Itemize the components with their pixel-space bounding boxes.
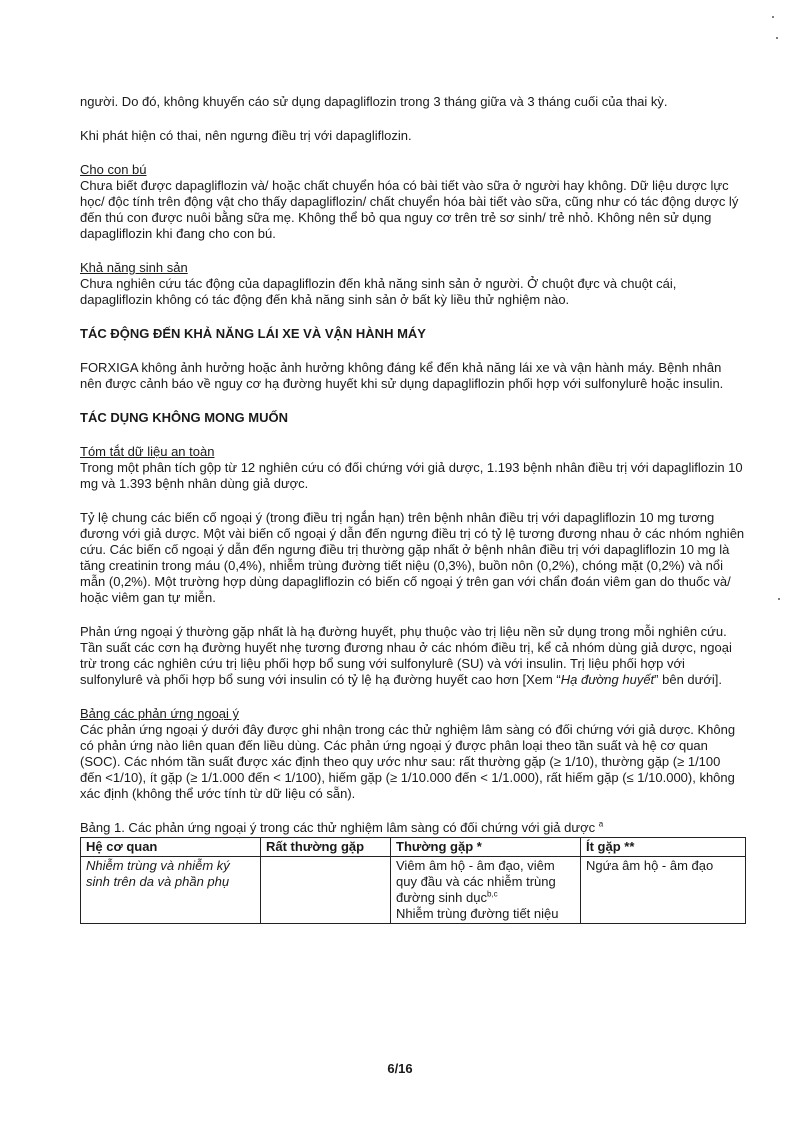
document-page <box>80 94 745 924</box>
fertility-section <box>80 260 745 308</box>
safety-summary-text: Trong một phân tích gộp từ 12 nghiên cứu có đối chứng với giả dược, 1.193 bệnh nhân điều trị với dapagliflozin 10 mg và 1.393 bệnh nhân dùng giả dược. <box>80 460 743 491</box>
fertility-text: Chưa nghiên cứu tác động của dapagliflozin đến khả năng sinh sản ở người. Ở chuột đực và chuột cái, dapagliflozin không có tác động đến khả năng sinh sản ở bất kỳ liều thử nghiệm nào. <box>80 276 677 307</box>
cell-organ-system: Nhiễm trùng và nhiễm ký sinh trên da và phần phụ <box>81 857 261 924</box>
table-caption-text: Bảng 1. Các phản ứng ngoại ý trong các thử nghiệm lâm sàng có đối chứng với giả dược <box>80 820 596 835</box>
intro-paragraph: người. Do đó, không khuyến cáo sử dụng dapagliflozin trong 3 tháng giữa và 3 tháng cuối của thai kỳ. <box>80 94 668 109</box>
scan-speck <box>778 598 780 600</box>
table-caption <box>80 820 745 836</box>
safety-summary-section <box>80 444 745 492</box>
adverse-effects-heading: TÁC DỤNG KHÔNG MONG MUỐN <box>80 410 288 425</box>
scan-speck <box>772 16 774 18</box>
hypoglycemia-text-end: ” bên dưới]. <box>654 672 722 687</box>
adverse-reactions-table <box>80 837 746 924</box>
cell-very-common <box>261 857 391 924</box>
lactation-text: Chưa biết được dapagliflozin và/ hoặc chất chuyển hóa có bài tiết vào sữa ở người hay không. Dữ liệu dược lực học/ độc tính trên động vật cho thấy dapagliflozin/ chất chuyển hóa bài tiết vào sữa, cũng như có tác động dược lý đến thú con được nuôi bằng sữa mẹ. Không thể bỏ qua nguy cơ trên trẻ sơ sinh/ trẻ nhỏ. Không nên sử dụng dapagliflozin khi đang cho con bú. <box>80 178 739 241</box>
safety-summary-title: Tóm tắt dữ liệu an toàn <box>80 444 215 459</box>
scan-speck <box>776 37 778 39</box>
adverse-table-section <box>80 706 745 802</box>
driving-text: FORXIGA không ảnh hưởng hoặc ảnh hưởng không đáng kể đến khả năng lái xe và vận hành máy. Bệnh nhân nên được cảnh báo về nguy cơ hạ đường huyết khi sử dụng dapagliflozin phối hợp với sulfonylurê hoặc insulin. <box>80 360 724 391</box>
hypoglycemia-paragraph <box>80 624 745 688</box>
pregnancy-stop-paragraph: Khi phát hiện có thai, nên ngưng điều trị với dapagliflozin. <box>80 128 412 143</box>
fertility-title: Khả năng sinh sản <box>80 260 188 275</box>
page-number: 6/16 <box>387 1061 413 1076</box>
adverse-events-paragraph: Tỷ lệ chung các biến cố ngoại ý (trong điều trị ngắn hạn) trên bệnh nhân điều trị với dapagliflozin 10 mg tương đương với giả dược. Một vài biến cố ngoại ý dẫn đến ngưng điều trị có tỷ lệ tương đương nhau ở các nhóm nghiên cứu. Các biến cố ngoại ý dẫn đến ngưng điều trị thường gặp nhất ở bệnh nhân điều trị với dapagliflozin 10 mg là tăng creatinin trong máu (0,4%), nhiễm trùng đường tiết niệu (0,3%), buồn nôn (0,2%), chóng mặt (0,2%) và nổi mẫn (0,2%). Một trường hợp dùng dapagliflozin có biến cố ngoại ý trên gan với chẩn đoán viêm gan do thuốc và/ hoặc viêm gan tự miễn. <box>80 510 745 605</box>
table-row <box>81 857 746 924</box>
lactation-section <box>80 162 745 242</box>
cell-common <box>391 857 581 924</box>
lactation-title: Cho con bú <box>80 162 147 177</box>
common-reaction-footnote: b,c <box>486 889 498 899</box>
common-reaction-genital: Viêm âm hộ - âm đạo, viêm quy đầu và các nhiễm trùng đường sinh dục <box>396 858 556 905</box>
table-caption-footnote: a <box>598 819 604 829</box>
driving-heading: TÁC ĐỘNG ĐẾN KHẢ NĂNG LÁI XE VÀ VẬN HÀNH MÁY <box>80 326 426 341</box>
header-very-common: Rất thường gặp <box>261 838 391 857</box>
header-organ-system: Hệ cơ quan <box>81 838 261 857</box>
adverse-table-title: Bảng các phản ứng ngoại ý <box>80 706 240 721</box>
header-uncommon: Ít gặp ** <box>581 838 746 857</box>
adverse-table-text: Các phản ứng ngoại ý dưới đây được ghi nhận trong các thử nghiệm lâm sàng có đối chứng với giả dược. Không có phản ứng nào liên quan đến liều dùng. Các phản ứng ngoại ý được phân loại theo tần suất và hệ cơ quan (SOC). Các nhóm tần suất được xác định theo quy ước như sau: rất thường gặp (≥ 1/10), thường gặp (≥ 1/100 đến <1/10), ít gặp (≥ 1/1.000 đến < 1/100), hiếm gặp (≥ 1/10.000 đến < 1/1.000), rất hiếm gặp (≤ 1/10.000), không xác định (không thể ước tính từ dữ liệu có sẵn). <box>80 722 736 801</box>
header-common: Thường gặp * <box>391 838 581 857</box>
cell-uncommon: Ngứa âm hộ - âm đạo <box>581 857 746 924</box>
hypoglycemia-reference: Hạ đường huyết <box>560 672 655 687</box>
common-reaction-urinary: Nhiễm trùng đường tiết niệu <box>396 906 559 921</box>
table-header-row <box>81 838 746 857</box>
hypoglycemia-text-start: Phản ứng ngoại ý thường gặp nhất là hạ đường huyết, phụ thuộc vào trị liệu nền sử dụng trong mỗi nghiên cứu. Tần suất các cơn hạ đường huyết nhẹ tương đương nhau ở các nhóm điều trị, kể cả nhóm dùng giả dược, ngoại trừ trong các nghiên cứu trị liệu phối hợp bổ sung với sulfonylurê (SU) và với insulin. Trị liệu phối hợp với sulfonylurê và phối hợp bổ sung với insulin có tỷ lệ hạ đường huyết cao hơn [Xem “ <box>80 624 732 687</box>
